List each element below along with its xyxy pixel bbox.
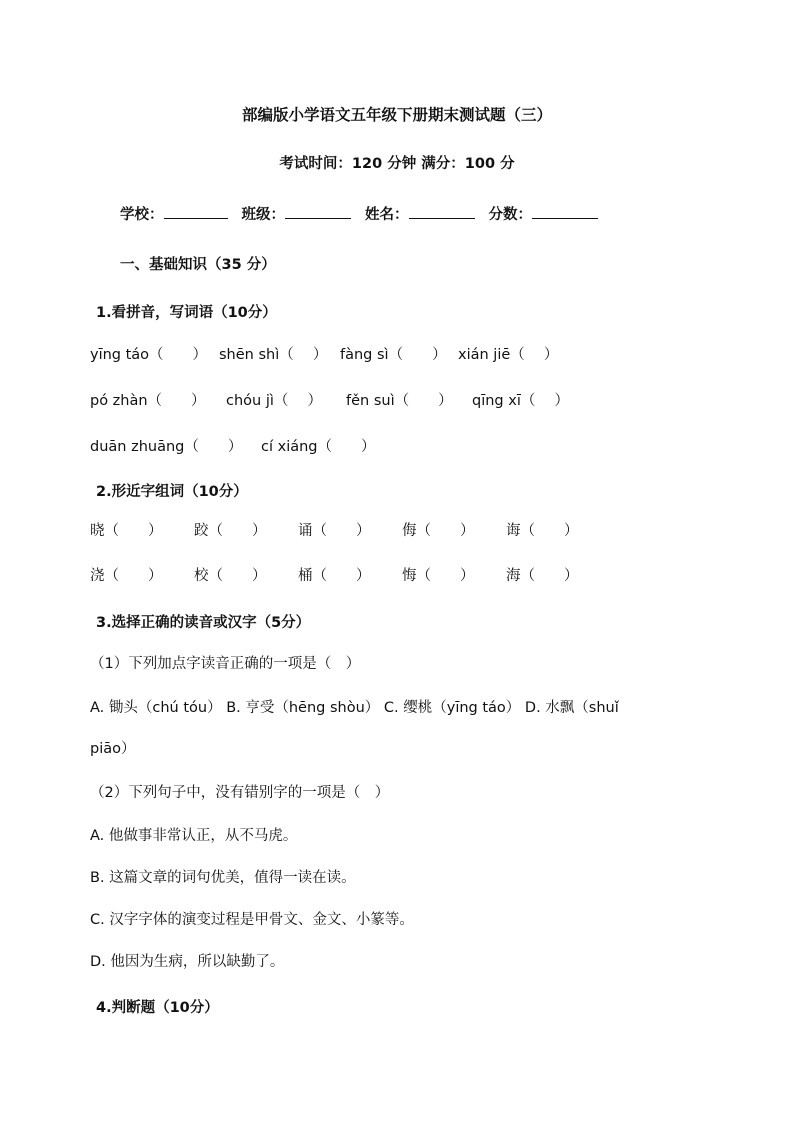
- q3-sub1-question: （1）下列加点字读音正确的一项是（ ）: [90, 656, 361, 672]
- school-field: [120, 204, 228, 225]
- q3-sub1-options: A. 锄头（chú tóu） B. 亨受（hēng shòu） C. 缨桃（yīng táo） D. 水飘（shuǐ: [90, 700, 619, 716]
- score-field: [489, 204, 599, 225]
- pinyin-item: shēn shì（ ）: [219, 347, 328, 363]
- page-title: 部编版小学语文五年级下册期末测试题（三）: [241, 106, 552, 124]
- char-item: 海（ ）: [506, 568, 579, 584]
- score-label: 分数：: [488, 207, 532, 223]
- pinyin-item: fěn suì（ ）: [346, 393, 453, 409]
- pinyin-item: duān zhuāng（ ）: [90, 439, 243, 455]
- char-item: 悔（ ）: [402, 568, 475, 584]
- char-item: 桶（ ）: [298, 568, 371, 584]
- q3-sub2-option-a: A. 他做事非常认正，从不马虎。: [90, 828, 298, 844]
- q2-heading: 2.形近字组词（10分）: [96, 484, 248, 500]
- score-blank: [532, 204, 598, 219]
- pinyin-item: qīng xī（ ）: [472, 393, 569, 409]
- q3-sub2-question: （2）下列句子中，没有错别字的一项是（ ）: [90, 785, 390, 801]
- exam-info: 考试时间：120 分钟 满分：100 分: [279, 156, 515, 172]
- char-item: 诵（ ）: [298, 523, 371, 539]
- char-item: 校（ ）: [194, 568, 267, 584]
- q3-sub1-options-cont: piāo）: [90, 741, 136, 757]
- char-item: 跤（ ）: [194, 523, 267, 539]
- q3-sub2-option-b: B. 这篇文章的词句优美，值得一读在读。: [90, 870, 356, 886]
- q3-sub2-option-d: D. 他因为生病，所以缺勤了。: [90, 954, 285, 970]
- school-label: 学校：: [120, 207, 164, 223]
- pinyin-item: cí xiáng（ ）: [261, 439, 376, 455]
- class-label: 班级：: [241, 207, 285, 223]
- school-blank: [164, 204, 228, 219]
- name-label: 姓名：: [365, 207, 409, 223]
- char-item: 浇（ ）: [90, 568, 163, 584]
- class-field: [242, 204, 352, 225]
- pinyin-item: xián jiē（ ）: [458, 347, 559, 363]
- class-blank: [285, 204, 351, 219]
- char-item: 侮（ ）: [402, 523, 475, 539]
- char-item: 诲（ ）: [506, 523, 579, 539]
- pinyin-item: pó zhàn（ ）: [90, 393, 206, 409]
- pinyin-item: chóu jì（ ）: [226, 393, 322, 409]
- section1-heading: 一、基础知识（35 分）: [120, 257, 276, 273]
- q1-heading: 1.看拼音，写词语（10分）: [96, 305, 277, 321]
- name-field: [365, 204, 475, 225]
- q4-heading: 4.判断题（10分）: [96, 1000, 219, 1016]
- student-info-row: [120, 204, 598, 225]
- char-item: 晓（ ）: [90, 523, 163, 539]
- q3-sub2-option-c: C. 汉字字体的演变过程是甲骨文、金文、小篆等。: [90, 912, 414, 928]
- name-blank: [409, 204, 475, 219]
- q3-heading: 3.选择正确的读音或汉字（5分）: [96, 615, 311, 631]
- pinyin-item: fàng sì（ ）: [340, 347, 447, 363]
- pinyin-item: yīng táo（ ）: [90, 347, 208, 363]
